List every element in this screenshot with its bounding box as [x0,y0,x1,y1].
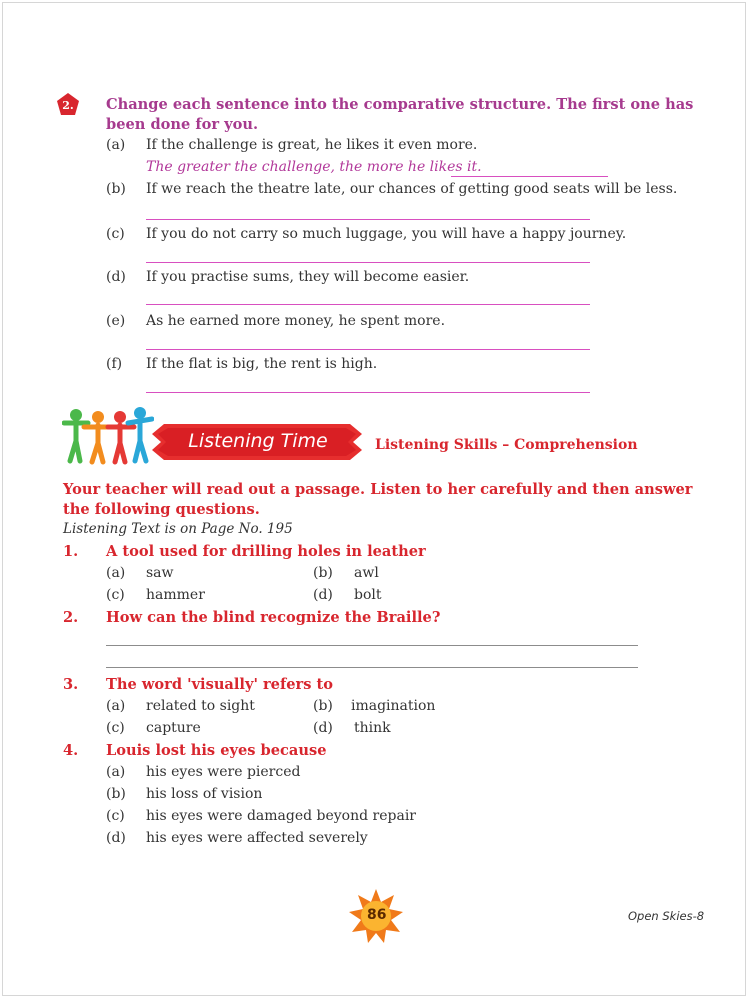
exercise-number-badge [56,92,80,116]
question-text: The word 'visually' refers to [106,676,333,693]
option-text[interactable]: his eyes were damaged beyond repair [146,808,416,824]
option-text[interactable]: hammer [146,587,205,603]
answer-line[interactable] [146,349,590,350]
listening-time-title: Listening Time [188,430,328,452]
option-text[interactable]: think [354,720,391,736]
question-text: A tool used for drilling holes in leather [106,543,426,560]
option-text[interactable]: saw [146,565,174,581]
option-label: (c) [106,808,125,824]
question-text: Louis lost his eyes because [106,742,327,759]
question-number: 1. [63,543,79,560]
item-sentence: If the challenge is great, he likes it even more. [146,137,478,153]
item-label: (d) [106,269,126,285]
item-label: (c) [106,226,125,242]
option-label: (d) [313,720,333,736]
children-group-icon [62,405,154,465]
item-sentence: If the flat is big, the rent is high. [146,356,378,372]
item-label: (b) [106,181,126,197]
item-label: (a) [106,137,126,153]
option-label: (b) [313,698,333,714]
option-text[interactable]: capture [146,720,201,736]
item-sentence: If we reach the theatre late, our chances of getting good seats will be less. [146,181,678,197]
option-label: (a) [106,764,126,780]
listening-text-note: Listening Text is on Page No. 195 [63,521,293,537]
listening-instruction: Your teacher will read out a passage. Listen to her carefully and then answer the following questions. [63,481,693,518]
option-label: (a) [106,698,126,714]
option-text[interactable]: imagination [351,698,436,714]
exercise-instruction: Change each sentence into the comparative structure. The first one has been done for you. [106,96,694,133]
item-sentence: If you practise sums, they will become easier. [146,269,470,285]
option-label: (b) [313,565,333,581]
option-label: (d) [106,830,126,846]
item-sentence: If you do not carry so much luggage, you will have a happy journey. [146,226,627,242]
question-number: 4. [63,742,79,759]
option-text[interactable]: bolt [354,587,382,603]
option-text[interactable]: his eyes were pierced [146,764,301,780]
question-text: How can the blind recognize the Braille? [106,609,441,626]
option-text[interactable]: related to sight [146,698,255,714]
model-answer: The greater the challenge, the more he likes it. [146,159,482,175]
answer-line[interactable] [146,262,590,263]
item-label: (f) [106,356,123,372]
question-number: 3. [63,676,79,693]
option-text[interactable]: his eyes were affected severely [146,830,368,846]
question-number: 2. [63,609,79,626]
page-number: 86 [367,907,387,923]
answer-line[interactable] [146,392,590,393]
answer-line[interactable] [146,304,590,305]
option-label: (b) [106,786,126,802]
answer-line[interactable] [106,645,638,646]
option-text[interactable]: his loss of vision [146,786,263,802]
item-sentence: As he earned more money, he spent more. [146,313,446,329]
option-label: (d) [313,587,333,603]
skills-heading: Listening Skills – Comprehension [375,437,638,453]
book-title: Open Skies-8 [628,909,705,923]
option-text[interactable]: awl [354,565,379,581]
answer-line[interactable] [146,219,590,220]
answer-line[interactable] [451,176,608,177]
option-label: (c) [106,587,125,603]
option-label: (a) [106,565,126,581]
exercise-number: 2. [62,99,74,112]
answer-line[interactable] [106,667,638,668]
option-label: (c) [106,720,125,736]
item-label: (e) [106,313,126,329]
